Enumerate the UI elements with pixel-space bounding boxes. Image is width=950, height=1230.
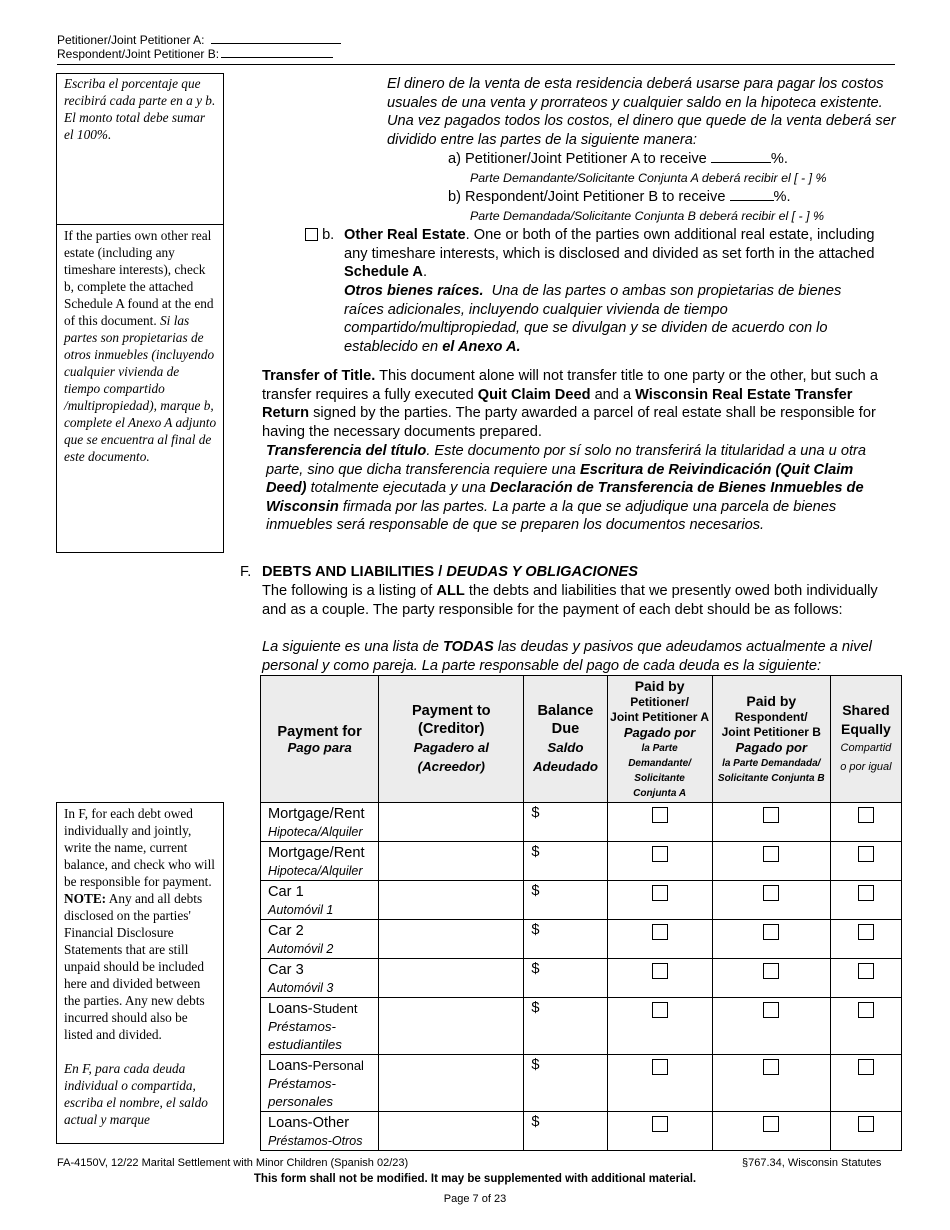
sidebar-note-percent (56, 73, 224, 225)
residence-paragraph-es: El dinero de la venta de esta residencia deberá usarse para pagar los costos usuales de una venta y prorrateos y cualquier saldo en la hipoteca existente. Una vez pagados todos los costos, el dinero que quede de la venta deberá ser dividido entre las partes de la siguiente manera: (387, 76, 896, 148)
col-payment-to (379, 676, 524, 803)
paid-by-a-checkbox[interactable] (652, 807, 668, 823)
debt-type-en (268, 1000, 378, 1018)
section-f-intro-post: the debts and liabilities that we presently owed both individually and as a couple. The party responsible for the payment of each debt should be as follows: (262, 583, 878, 618)
col-payment-for-es: Pago para (287, 739, 352, 755)
header-rule (57, 64, 895, 65)
col-paid-by-b-1: Paid by (746, 692, 797, 709)
shared-equally-checkbox-cell (830, 998, 901, 1055)
paid-by-b-checkbox-cell (712, 959, 830, 998)
section-f-intro-es (262, 638, 902, 675)
paid-by-b-checkbox-cell (712, 1112, 830, 1151)
debt-type-es: Hipoteca/Alquiler (268, 864, 363, 878)
other-real-estate-title: Other Real Estate (344, 227, 466, 243)
debt-type-cell (261, 881, 379, 920)
col-payment-to-es: Pagadero al (Acreedor) (413, 740, 489, 774)
table-row (261, 1055, 902, 1112)
creditor-field[interactable] (379, 959, 524, 998)
statute-ref: §767.34, Wisconsin Statutes (742, 1157, 882, 1169)
sidebar-note-label: NOTE: (64, 891, 107, 906)
other-real-estate-period: . (422, 264, 427, 281)
section-f-intro-pre: The following is a listing of (262, 583, 433, 599)
col-paid-by-a (607, 676, 712, 803)
balance-field[interactable] (524, 1055, 607, 1112)
paid-by-a-checkbox-cell (607, 881, 712, 920)
col-payment-for-en: Payment for (277, 723, 362, 740)
creditor-field[interactable] (379, 1112, 524, 1151)
shared-equally-checkbox-cell (830, 920, 901, 959)
transfer-title-es: Transferencia del título (266, 443, 427, 459)
dollar-sign: $ (531, 844, 540, 860)
transfer-text-3: signed by the parties. The party awarded a parcel of real estate shall be responsible for having the necessary documents prepared. (262, 405, 876, 440)
balance-field[interactable] (524, 998, 607, 1055)
paid-by-a-checkbox[interactable] (652, 1116, 668, 1132)
debt-type-cell (261, 1055, 379, 1112)
option-b-label: b) (448, 189, 461, 205)
debt-type-cell (261, 1112, 379, 1151)
dollar-sign: $ (531, 1057, 540, 1073)
debt-type-en-main: Loans- (268, 1001, 313, 1017)
shared-equally-checkbox[interactable] (858, 924, 874, 940)
option-a-suffix: %. (770, 151, 788, 167)
col-paid-by-a-es: Pagado por (623, 724, 696, 740)
balance-field[interactable] (524, 1112, 607, 1151)
table-row (261, 881, 902, 920)
debt-type-en-main: Loans- (268, 1058, 313, 1074)
sidebar-note-real-estate-en: If the parties own other real estate (including any timeshare interests), check b, complete the attached Schedule A found at the end of this document. (64, 228, 214, 328)
shared-equally-checkbox[interactable] (858, 1059, 874, 1075)
paid-by-b-checkbox-cell (712, 803, 830, 842)
option-b-es: Parte Demandada/Solicitante Conjunta B deberá recibir el [ - ] % (470, 209, 825, 223)
debt-type-es: Automóvil 1 (268, 903, 334, 917)
debt-type-en-sub: Personal (312, 1058, 364, 1073)
debt-type-en-main: Car 2 (268, 923, 304, 939)
col-balance-due-es: Saldo Adeudado (532, 740, 598, 774)
balance-field[interactable] (524, 881, 607, 920)
transfer-of-title-es (266, 442, 890, 535)
paid-by-b-checkbox[interactable] (763, 963, 779, 979)
other-real-estate-text: . One or both of the parties own additional real estate, including any timeshare interests, which is disclosed and divided as set forth in the attached (344, 227, 875, 262)
col-paid-by-a-1: Paid by (634, 677, 685, 694)
section-f-all: ALL (436, 583, 465, 599)
creditor-field[interactable] (379, 1055, 524, 1112)
paid-by-b-checkbox-cell (712, 920, 830, 959)
sidebar-note-real-estate (56, 224, 224, 553)
sidebar-note-real-estate-es: Si las partes son propietarias de otros inmuebles (incluyendo cualquier vivienda de tiempo compartido /multipropiedad), marque b, complete el Anexo A adjunto que se encuentra al final de este documento. (64, 313, 217, 464)
option-b-suffix: %. (773, 189, 791, 205)
shared-equally-checkbox[interactable] (858, 963, 874, 979)
paid-by-b-checkbox[interactable] (763, 1002, 779, 1018)
other-real-estate-text-es: Una de las partes o ambas son propietarias de bienes raíces adicionales, incluyendo cualquier vivienda de tiempo compartido/multipropiedad, que se divulgan y se dividen de acuerdo con lo establecido en (344, 283, 842, 355)
paid-by-b-checkbox[interactable] (763, 846, 779, 862)
paid-by-a-checkbox[interactable] (652, 1059, 668, 1075)
col-shared-en: Shared Equally (841, 702, 891, 737)
debt-type-en (268, 922, 378, 940)
residence-option-b (448, 188, 791, 207)
debt-type-es: Hipoteca/Alquiler (268, 825, 363, 839)
creditor-field[interactable] (379, 803, 524, 842)
paid-by-b-checkbox[interactable] (763, 1116, 779, 1132)
sidebar-note-debts (56, 802, 224, 1144)
other-real-estate-letter: b. (322, 227, 335, 243)
page-number: Page 7 of 23 (443, 1193, 507, 1205)
residence-option-a (448, 150, 788, 169)
sidebar-note-debts-en2: Any and all debts disclosed on the parties' Financial Disclosure Statements that are still unpaid should be included here and divided between the parties. Any new debts incurred should also be listed and divided. (64, 891, 205, 1042)
col-balance-due (524, 676, 607, 803)
transfer-es-3: firmada por las partes. La parte a la que se adjudique una parcela de bienes inmuebles será responsable de que se preparen los documentos necesarios. (266, 498, 837, 534)
table-row (261, 1112, 902, 1151)
col-paid-by-b-2: Respondent/ (734, 709, 808, 724)
debt-type-en (268, 961, 378, 979)
wisconsin-transfer-return: Wisconsin Real Estate Transfer Return (262, 386, 853, 422)
option-b-percent-field[interactable] (730, 188, 774, 201)
debt-type-es: Automóvil 2 (268, 942, 334, 956)
paid-by-a-checkbox-cell (607, 959, 712, 998)
debt-type-en-sub: Student (312, 1001, 358, 1016)
shared-equally-checkbox[interactable] (858, 846, 874, 862)
shared-equally-checkbox-cell (830, 803, 901, 842)
section-f-intro-es-post: las deudas y pasivos que adeudamos actualmente a nivel personal y como pareja. La parte responsable del pago de cada deuda es la siguiente: (262, 639, 872, 674)
anexo-a-ref: el Anexo A. (442, 338, 521, 355)
declaracion-ref: Declaración de Transferencia de Bienes Inmuebles de Wisconsin (266, 480, 864, 515)
paid-by-a-checkbox[interactable] (652, 1002, 668, 1018)
shared-equally-checkbox[interactable] (858, 885, 874, 901)
debt-type-en (268, 844, 378, 862)
transfer-of-title-en (262, 367, 894, 441)
paid-by-b-checkbox-cell (712, 998, 830, 1055)
transfer-es-1: . Este documento por sí solo no transferirá la titularidad a una u otra parte, sino que dicha transferencia requiere una (266, 443, 866, 478)
paid-by-b-checkbox[interactable] (763, 807, 779, 823)
other-real-estate-check (305, 226, 334, 245)
paid-by-a-checkbox-cell (607, 920, 712, 959)
paid-by-b-checkbox[interactable] (763, 924, 779, 940)
form-id: FA-4150V, 12/22 Marital Settlement with Minor Children (Spanish 02/23) (57, 1157, 409, 1169)
debt-type-en-main: Loans-Other (268, 1115, 350, 1131)
balance-field[interactable] (524, 959, 607, 998)
other-real-estate-en (344, 226, 894, 282)
debt-type-cell (261, 959, 379, 998)
paid-by-a-checkbox[interactable] (652, 963, 668, 979)
debt-type-en-main: Car 1 (268, 884, 304, 900)
paid-by-a-checkbox-cell (607, 803, 712, 842)
quit-claim-deed: Quit Claim Deed (477, 386, 591, 403)
col-paid-by-b (712, 676, 830, 803)
dollar-sign: $ (531, 805, 540, 821)
sidebar-note-percent-es: Escriba el porcentaje que recibirá cada parte en a y b. El monto total debe sumar el 100%. (64, 76, 216, 142)
debt-type-en (268, 1114, 378, 1132)
debts-table (260, 675, 902, 1151)
section-f-heading (262, 563, 898, 582)
respondent-line (57, 47, 333, 61)
debts-table-header (261, 676, 902, 803)
creditor-field[interactable] (379, 920, 524, 959)
shared-equally-checkbox-cell (830, 1112, 901, 1151)
respondent-label: Respondent/Joint Petitioner B: (57, 47, 220, 61)
shared-equally-checkbox[interactable] (858, 807, 874, 823)
debt-type-cell (261, 920, 379, 959)
col-paid-by-b-es: Pagado por (735, 739, 808, 755)
modification-notice: This form shall not be modified. It may be supplemented with additional material. (253, 1173, 697, 1185)
paid-by-a-checkbox[interactable] (652, 924, 668, 940)
col-paid-by-a-3: Joint Petitioner A (610, 709, 710, 724)
sidebar-note-debts-en: In F, for each debt owed individually and jointly, write the name, current balance, and check who will be responsible for payment. (64, 806, 216, 889)
option-a-label: a) (448, 151, 461, 167)
creditor-field[interactable] (379, 842, 524, 881)
table-row (261, 959, 902, 998)
creditor-field[interactable] (379, 998, 524, 1055)
col-paid-by-a-2: Petitioner/ (630, 694, 689, 709)
paid-by-a-checkbox-cell (607, 842, 712, 881)
debt-type-en-main: Mortgage/Rent (268, 845, 365, 861)
section-f-intro (262, 582, 898, 619)
sidebar-note-debts-es: En F, para cada deuda individual o compartida, escriba el nombre, el saldo actual y marque (64, 1061, 208, 1127)
transfer-text-2: and a (594, 386, 632, 403)
table-row (261, 920, 902, 959)
dollar-sign: $ (531, 961, 540, 977)
shared-equally-checkbox-cell (830, 842, 901, 881)
other-real-estate-checkbox[interactable] (305, 228, 318, 241)
col-payment-to-en: Payment to (Creditor) (411, 703, 491, 737)
debt-type-en (268, 883, 378, 901)
section-f-title-es: DEUDAS Y OBLIGACIONES (446, 564, 638, 580)
col-balance-due-en: Balance Due (537, 703, 594, 737)
debt-type-cell (261, 803, 379, 842)
dollar-sign: $ (531, 1114, 540, 1130)
dollar-sign: $ (531, 922, 540, 938)
shared-equally-checkbox-cell (830, 1055, 901, 1112)
other-real-estate-es (344, 282, 878, 356)
debt-type-es: Automóvil 3 (268, 981, 334, 995)
dollar-sign: $ (531, 883, 540, 899)
debt-type-es: Préstamos-personales (268, 1076, 336, 1109)
dollar-sign: $ (531, 1000, 540, 1016)
debt-type-en (268, 805, 378, 823)
debt-type-cell (261, 998, 379, 1055)
col-shared-es: Compartid o por igual (840, 742, 892, 773)
option-a-percent-field[interactable] (711, 150, 771, 163)
balance-field[interactable] (524, 803, 607, 842)
paid-by-b-checkbox[interactable] (763, 1059, 779, 1075)
paid-by-b-checkbox-cell (712, 842, 830, 881)
creditor-field[interactable] (379, 881, 524, 920)
debt-type-en-main: Car 3 (268, 962, 304, 978)
col-payment-for (261, 676, 379, 803)
option-a-text: Petitioner/Joint Petitioner A to receive (465, 151, 707, 167)
section-f-letter: F. (240, 564, 252, 580)
shared-equally-checkbox-cell (830, 881, 901, 920)
schedule-a-ref: Schedule A (344, 264, 423, 281)
option-a-es: Parte Demandante/Solicitante Conjunta A deberá recibir el [ - ] % (470, 171, 827, 185)
debt-type-cell (261, 842, 379, 881)
table-row (261, 998, 902, 1055)
col-shared (830, 676, 901, 803)
paid-by-a-checkbox[interactable] (652, 885, 668, 901)
col-paid-by-a-es2: la Parte Demandante/ Solicitante Conjunta A (628, 742, 691, 799)
debt-type-es: Préstamos-Otros (268, 1134, 363, 1148)
transfer-text-1: This document alone will not transfer title to one party or the other, but such a transfer requires a fully executed (262, 368, 878, 403)
debt-type-es: Préstamos-estudiantiles (268, 1019, 342, 1052)
table-row (261, 842, 902, 881)
paid-by-b-checkbox-cell (712, 881, 830, 920)
transfer-title: Transfer of Title. (262, 368, 376, 384)
paid-by-a-checkbox-cell (607, 1055, 712, 1112)
transfer-es-2: totalmente ejecutada y una (310, 480, 486, 497)
petitioner-line (57, 33, 341, 47)
respondent-name-field[interactable] (221, 47, 333, 58)
paid-by-b-checkbox[interactable] (763, 885, 779, 901)
col-paid-by-b-es2: la Parte Demandada/ Solicitante Conjunta B (717, 757, 825, 784)
petitioner-label: Petitioner/Joint Petitioner A: (57, 33, 205, 47)
section-f-todas: TODAS (442, 639, 494, 655)
section-f-title: DEBTS AND LIABILITIES / (262, 564, 443, 580)
escritura-ref: Escritura de Reivindicación (Quit Claim Deed) (266, 461, 854, 497)
balance-field[interactable] (524, 842, 607, 881)
debt-type-en (268, 1057, 378, 1075)
paid-by-a-checkbox-cell (607, 1112, 712, 1151)
debt-type-en-main: Mortgage/Rent (268, 806, 365, 822)
shared-equally-checkbox-cell (830, 959, 901, 998)
paid-by-a-checkbox-cell (607, 998, 712, 1055)
petitioner-name-field[interactable] (211, 33, 341, 44)
other-real-estate-title-es: Otros bienes raíces. (344, 283, 484, 299)
paid-by-a-checkbox[interactable] (652, 846, 668, 862)
balance-field[interactable] (524, 920, 607, 959)
paid-by-b-checkbox-cell (712, 1055, 830, 1112)
table-row (261, 803, 902, 842)
section-f-intro-es-pre: La siguiente es una lista de (262, 639, 439, 655)
col-paid-by-b-3: Joint Petitioner B (721, 724, 821, 739)
shared-equally-checkbox[interactable] (858, 1002, 874, 1018)
option-b-text: Respondent/Joint Petitioner B to receive (465, 189, 726, 205)
shared-equally-checkbox[interactable] (858, 1116, 874, 1132)
